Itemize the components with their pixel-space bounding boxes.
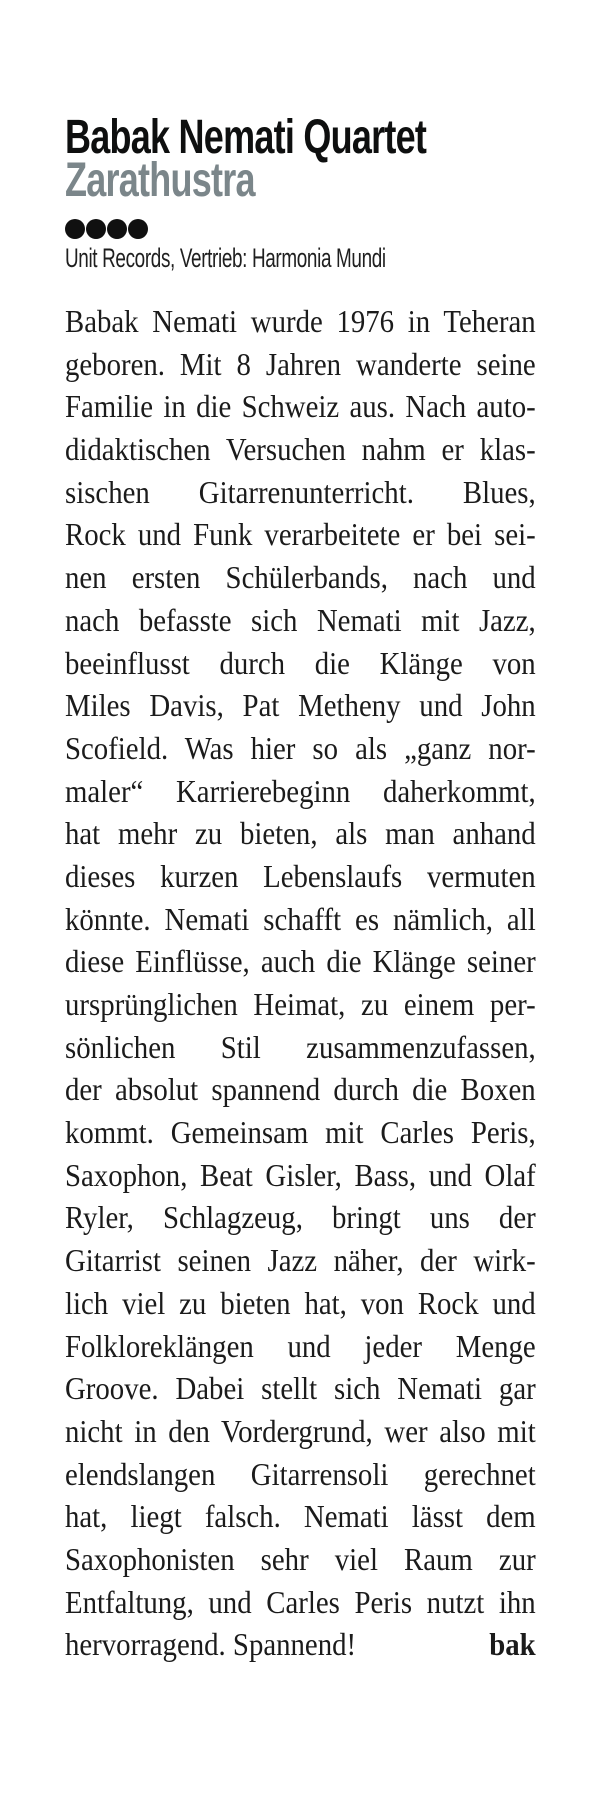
review-text-line: didaktischen Versuchen nahm er klas- xyxy=(65,431,536,468)
review-text xyxy=(65,300,536,1623)
review-text-line: Babak Nemati wurde 1976 in Teheran xyxy=(65,303,536,339)
reviewer-initials: bak xyxy=(489,1626,536,1663)
review-text-line: hat mehr zu bieten, als man anhand xyxy=(65,815,536,852)
review-text-line: diese Einflüsse, auch die Klänge seiner xyxy=(65,943,536,980)
review-text-line: elendslangen Gitarrensoli gerechnet xyxy=(65,1455,536,1492)
review-text-line: kommt. Gemeinsam mit Carles Peris, xyxy=(65,1114,536,1151)
review-text-line: Rock und Funk verarbeitete er bei sei- xyxy=(65,516,536,553)
review-text-line: Groove. Dabei stellt sich Nemati gar xyxy=(65,1370,536,1407)
rating-dots xyxy=(65,219,547,239)
review-text-line: geboren. Mit 8 Jahren wanderte seine xyxy=(65,345,536,382)
album-title: Zarathustra xyxy=(65,154,255,207)
review-last-line xyxy=(65,1623,536,1666)
review-text-line: sönlichen Stil zusammenzufassen, xyxy=(65,1028,536,1065)
rating-dot-filled xyxy=(86,219,106,239)
review-text-line: Folkloreklängen und jeder Menge xyxy=(65,1327,536,1364)
review-text-line: der absolut spannend durch die Boxen xyxy=(65,1071,536,1108)
review-text-line: Scofield. Was hier so als „ganz nor- xyxy=(65,729,536,766)
rating-dot-filled xyxy=(107,219,127,239)
review-text-line: Ryler, Schlagzeug, bringt uns der xyxy=(65,1199,536,1236)
review-text-line: lich viel zu bieten hat, von Rock und xyxy=(65,1284,536,1321)
review-text-line: Familie in die Schweiz aus. Nach auto- xyxy=(65,388,536,425)
review-text-line: nach befasste sich Nemati mit Jazz, xyxy=(65,601,536,638)
review-text-line: Saxophonisten sehr viel Raum zur xyxy=(65,1540,536,1577)
artist-name: Babak Nemati Quartet xyxy=(65,111,427,164)
review-text-line: ursprünglichen Heimat, zu einem per- xyxy=(65,986,536,1022)
review-text-line: Saxophon, Beat Gisler, Bass, und Olaf xyxy=(65,1156,536,1193)
review-text-line: nicht in den Vordergrund, wer also mit xyxy=(65,1412,536,1449)
record-label-line: Unit Records, Vertrieb: Harmonia Mundi xyxy=(65,243,386,273)
review-text-line: könnte. Nemati schafft es nämlich, all xyxy=(65,900,536,937)
review-text-line: dieses kurzen Lebenslaufs vermuten xyxy=(65,857,536,894)
review-text-line: hat, liegt falsch. Nemati lässt dem xyxy=(65,1498,536,1535)
review-text-line: nen ersten Schülerbands, nach und xyxy=(65,559,536,596)
rating-dot-filled xyxy=(128,219,148,239)
review-text-line: Miles Davis, Pat Metheny und John xyxy=(65,687,536,724)
review-text-line: Gitarrist seinen Jazz näher, der wirk- xyxy=(65,1242,536,1279)
review-body xyxy=(65,300,536,1666)
last-line-text: hervorragend. Spannend! xyxy=(65,1626,357,1663)
rating-dot-filled xyxy=(65,219,85,239)
review-text-line: Entfaltung, und Carles Peris nutzt ihn xyxy=(65,1583,536,1620)
review-text-line: sischen Gitarrenunterricht. Blues, xyxy=(65,473,536,510)
review-text-line: beeinflusst durch die Klänge von xyxy=(65,644,536,681)
review-header xyxy=(65,111,547,273)
review-text-line: maler“ Karrierebeginn daherkommt, xyxy=(65,772,536,809)
